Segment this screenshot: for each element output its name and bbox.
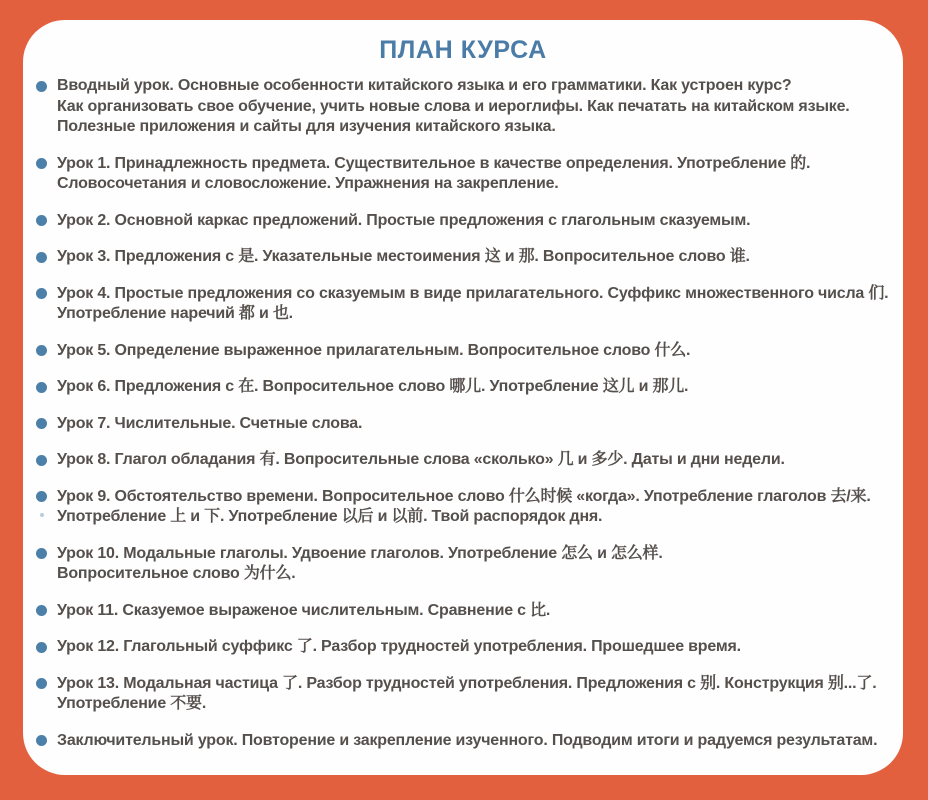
- list-item-line: Урок 10. Модальные глаголы. Удвоение глаголов. Употребление 怎么 и 怎么样.: [57, 544, 663, 562]
- speck-artifact: [40, 513, 44, 517]
- list-item-line: Урок 1. Принадлежность предмета. Существительное в качестве определения. Употребление 的.: [57, 154, 811, 172]
- list-item-text: [57, 341, 895, 362]
- bullet-icon: [36, 491, 47, 502]
- list-item: [23, 247, 895, 268]
- list-item-line: Урок 9. Обстоятельство времени. Вопросительное слово 什么时候 «когда». Употребление глаголов 去/来.: [57, 487, 871, 505]
- bullet-icon: [36, 548, 47, 559]
- list-item-line: Урок 12. Глагольный суффикс 了. Разбор трудностей употребления. Прошедшее время.: [57, 638, 741, 655]
- list-item-line: Словосочетания и словосложение. Упражнения на закрепление.: [57, 175, 559, 192]
- page-title: ПЛАН КУРСА: [379, 36, 547, 64]
- list-item: [23, 637, 895, 658]
- list-item: [23, 414, 895, 435]
- list-item-line: Урок 11. Сказуемое выраженое числительным. Сравнение с 比.: [57, 601, 551, 619]
- list-item: [23, 544, 895, 585]
- bullet-icon: [36, 678, 47, 689]
- bullet-icon: [36, 252, 47, 263]
- list-item-line: Урок 3. Предложения с 是. Указательные местоимения 这 и 那. Вопросительное слово 谁.: [57, 248, 750, 265]
- list-item: [23, 674, 895, 715]
- list-item-text: [57, 731, 895, 752]
- list-item-text: [57, 76, 895, 138]
- list-item: [23, 731, 895, 752]
- list-item-line: Употребление 不要.: [57, 695, 207, 712]
- list-item-line: Урок 5. Определение выраженное прилагательным. Вопросительное слово 什么.: [57, 341, 691, 359]
- bullet-icon: [36, 455, 47, 466]
- bullet-icon: [36, 382, 47, 393]
- list-item-text: [57, 154, 895, 195]
- list-item-line: Употребление наречий 都 и 也.: [57, 305, 293, 322]
- list-item-line: Урок 13. Модальная частица 了. Разбор трудностей употребления. Предложения с 别. Конструкция 别...了.: [57, 674, 877, 692]
- list-item-line: Урок 4. Простые предложения со сказуемым в виде прилагательного. Суффикс множественного числа 们.: [57, 284, 889, 302]
- list-item-text: [57, 544, 895, 585]
- list-item-text: [57, 377, 895, 398]
- list-item-line: Вопросительное слово 为什么.: [57, 565, 296, 582]
- list-item-line: Как организовать свое обучение, учить новые слова и иероглифы. Как печатать на китайском языке.: [57, 97, 850, 115]
- list-item-text: [57, 601, 895, 622]
- list-item: [23, 154, 895, 195]
- list-item-line: Употребление 上 и 下. Употребление 以后 и 以前. Твой распорядок дня.: [57, 508, 603, 525]
- bullet-icon: [36, 81, 47, 92]
- list-item-line: Заключительный урок. Повторение и закрепление изученного. Подводим итоги и радуемся результатам.: [57, 731, 878, 749]
- bullet-icon: [36, 735, 47, 746]
- list-item: [23, 211, 895, 232]
- list-item-line: Урок 6. Предложения с 在. Вопросительное слово 哪儿. Употребление 这儿 и 那儿.: [57, 378, 689, 395]
- course-plan-card: [23, 20, 903, 775]
- list-item: [23, 76, 895, 138]
- list-item-text: [57, 211, 895, 232]
- bullet-icon: [36, 288, 47, 299]
- list-item-line: Вводный урок. Основные особенности китайского языка и его грамматики. Как устроен курс?: [57, 77, 792, 94]
- list-item-line: Урок 8. Глагол обладания 有. Вопросительные слова «сколько» 几 и 多少. Даты и дни недели.: [57, 451, 785, 468]
- list-item-text: [57, 284, 895, 325]
- list-item: [23, 450, 895, 471]
- bullet-icon: [36, 605, 47, 616]
- list-item-text: [57, 247, 895, 268]
- list-item-line: Урок 7. Числительные. Счетные слова.: [57, 414, 363, 432]
- list-item-text: [57, 487, 895, 528]
- list-item-text: [57, 674, 895, 715]
- course-plan-list: [23, 76, 903, 751]
- list-item: [23, 284, 895, 325]
- bullet-icon: [36, 215, 47, 226]
- list-item: [23, 487, 895, 528]
- list-item: [23, 341, 895, 362]
- list-item: [23, 377, 895, 398]
- list-item-text: [57, 450, 895, 471]
- list-item-text: [57, 414, 895, 435]
- bullet-icon: [36, 418, 47, 429]
- bullet-icon: [36, 158, 47, 169]
- bullet-icon: [36, 345, 47, 356]
- list-item-text: [57, 637, 895, 658]
- bullet-icon: [36, 642, 47, 653]
- list-item: [23, 601, 895, 622]
- list-item-line: Урок 2. Основной каркас предложений. Простые предложения с глагольным сказуемым.: [57, 211, 751, 229]
- list-item-line: Полезные приложения и сайты для изучения китайского языка.: [57, 118, 556, 135]
